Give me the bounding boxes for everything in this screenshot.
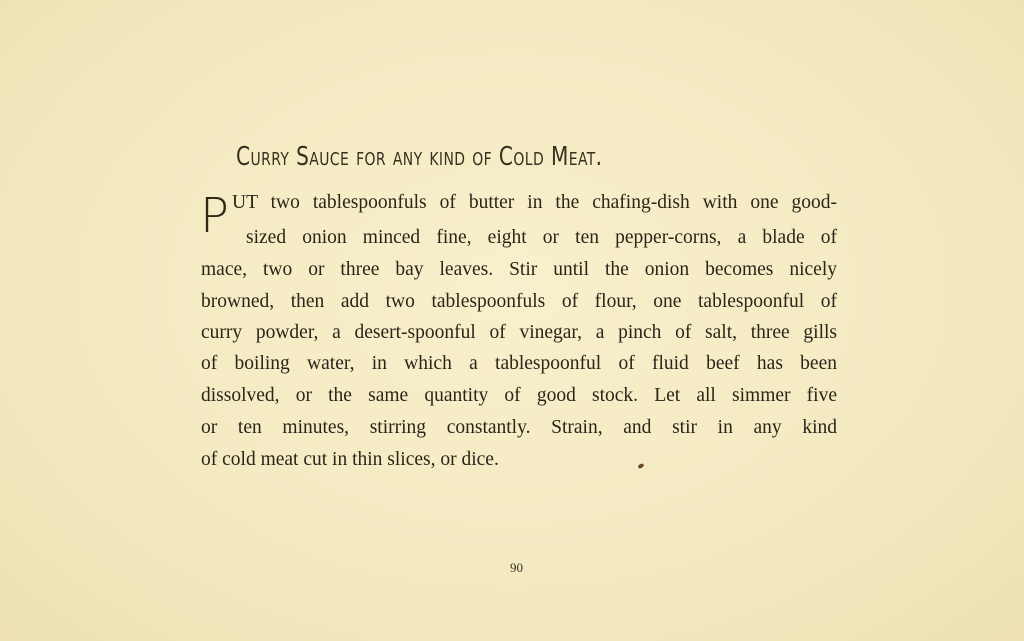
body-line: sized onion minced fine, eight or ten pepper-corns, a blade of xyxy=(246,227,837,248)
body-line: browned, then add two tablespoonfuls of flour, one tablespoonful of xyxy=(201,291,837,312)
drop-cap: P xyxy=(200,188,229,244)
body-line: dissolved, or the same quantity of good stock. Let all simmer five xyxy=(201,385,837,406)
body-line: curry powder, a desert-spoonful of vinegar, a pinch of salt, three gills xyxy=(201,322,837,343)
body-line: UT two tablespoonfuls of butter in the chafing-dish with one good- xyxy=(232,192,837,213)
body-line: of boiling water, in which a tablespoonful of fluid beef has been xyxy=(201,353,837,374)
page-number: 90 xyxy=(510,560,523,575)
body-line: or ten minutes, stirring constantly. Strain, and stir in any kind xyxy=(201,417,837,438)
body-line-last: of cold meat cut in thin slices, or dice. xyxy=(201,449,499,470)
page-title: Curry Sauce for any kind of Cold Meat. xyxy=(236,142,603,172)
body-line: mace, two or three bay leaves. Stir until the onion becomes nicely xyxy=(201,259,837,280)
paper-speck xyxy=(637,463,644,469)
